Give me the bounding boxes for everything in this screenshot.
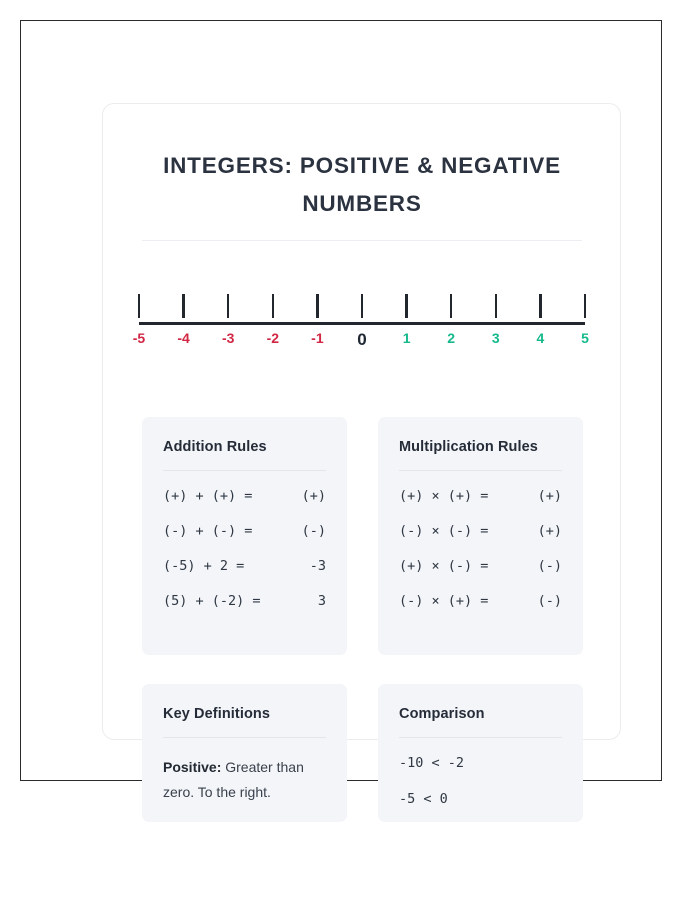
equation-expression: (-5) + 2 = — [163, 558, 245, 574]
card-key-definitions — [142, 684, 347, 822]
number-line-tick--4 — [164, 286, 204, 346]
number-line-tick--3 — [208, 286, 248, 346]
definition-text: Greater than zero. To the right. — [163, 759, 304, 800]
equation-expression: (+) + (+) = — [163, 488, 253, 504]
equation-result: (+) — [301, 488, 326, 504]
equation-expression: (-) × (-) = — [399, 523, 489, 539]
card-addition-divider — [163, 470, 326, 471]
tick-label: 3 — [491, 330, 500, 346]
number-line-tick-5 — [565, 286, 605, 346]
number-line-tick-4 — [520, 286, 560, 346]
tick-mark-icon — [450, 294, 453, 318]
definition-row — [163, 755, 326, 805]
title-divider — [142, 240, 582, 241]
multiplication-rule-row — [399, 593, 562, 609]
equation-result: (+) — [537, 488, 562, 504]
equation-expression: (+) × (-) = — [399, 558, 489, 574]
tick-mark-icon — [316, 294, 319, 318]
tick-label: 5 — [581, 330, 589, 346]
equation-expression: (-) + (-) = — [163, 523, 253, 539]
tick-mark-icon — [405, 294, 408, 318]
card-comparison-divider — [399, 737, 562, 738]
equation-result: (-) — [537, 593, 562, 609]
number-line — [131, 286, 593, 356]
tick-label: 0 — [357, 330, 367, 349]
card-addition-rules — [142, 417, 347, 655]
tick-label: 2 — [447, 330, 456, 346]
equation-result: (-) — [301, 523, 326, 539]
card-definitions-title: Key Definitions — [163, 706, 271, 722]
addition-rule-row — [163, 558, 326, 574]
number-line-tick-2 — [431, 286, 471, 346]
card-multiplication-divider — [399, 470, 562, 471]
comparison-row: -10 < -2 — [399, 755, 465, 771]
tick-label: -4 — [177, 330, 190, 346]
equation-result: (+) — [537, 523, 562, 539]
multiplication-rule-row — [399, 523, 562, 539]
card-comparison — [378, 684, 583, 822]
tick-mark-icon — [272, 294, 275, 318]
tick-label: -1 — [311, 330, 324, 346]
tick-label: -2 — [266, 330, 280, 346]
card-multiplication-title: Multiplication Rules — [399, 439, 538, 455]
definition-list — [163, 755, 326, 805]
card-addition-title: Addition Rules — [163, 439, 267, 455]
tick-mark-icon — [138, 294, 141, 318]
card-multiplication-rules — [378, 417, 583, 655]
number-line-tick-0 — [342, 286, 382, 350]
tick-label: -3 — [221, 330, 235, 346]
equation-expression: (+) × (+) = — [399, 488, 489, 504]
number-line-tick--2 — [253, 286, 293, 346]
number-line-tick-1 — [387, 286, 427, 346]
comparison-list — [399, 755, 562, 807]
card-comparison-title: Comparison — [399, 706, 485, 722]
tick-mark-icon — [495, 294, 498, 318]
definition-term: Positive: — [163, 759, 222, 775]
equation-result: (-) — [537, 558, 562, 574]
number-line-tick-3 — [476, 286, 516, 346]
tick-mark-icon — [182, 294, 185, 318]
addition-rule-list — [163, 488, 326, 609]
multiplication-rule-row — [399, 558, 562, 574]
multiplication-rule-row — [399, 488, 562, 504]
tick-label: 1 — [402, 330, 411, 346]
addition-rule-row — [163, 523, 326, 539]
page-title: INTEGERS: POSITIVE & NEGATIVE NUMBERS — [163, 153, 561, 216]
tick-mark-icon — [361, 294, 364, 318]
card-definitions-divider — [163, 737, 326, 738]
equation-expression: (-) × (+) = — [399, 593, 489, 609]
equation-result: 3 — [317, 593, 326, 609]
addition-rule-row — [163, 593, 326, 609]
equation-result: -3 — [309, 558, 326, 574]
multiplication-rule-list — [399, 488, 562, 609]
tick-mark-icon — [584, 294, 587, 318]
tick-label: 4 — [536, 330, 545, 346]
tick-mark-icon — [227, 294, 230, 318]
tick-mark-icon — [539, 294, 542, 318]
tick-label: -5 — [132, 330, 146, 346]
comparison-row: -5 < 0 — [399, 791, 448, 807]
equation-expression: (5) + (-2) = — [163, 593, 261, 609]
addition-rule-row — [163, 488, 326, 504]
number-line-tick--5 — [119, 286, 159, 346]
viewport-frame — [20, 20, 662, 807]
number-line-tick--1 — [297, 286, 337, 346]
